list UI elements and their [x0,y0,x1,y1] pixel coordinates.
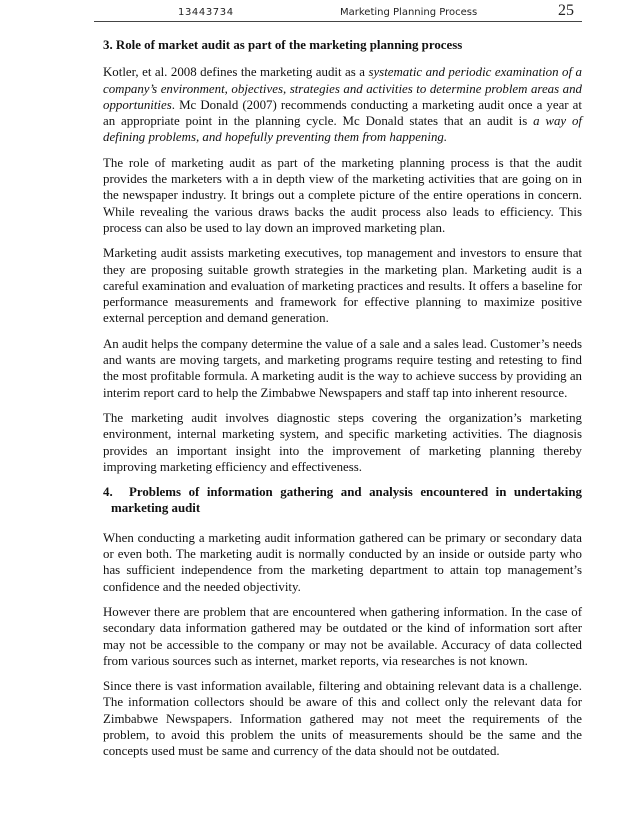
section-3-paragraph-3: Marketing audit assists marketing executives, top management and investors to ensure that they are proposing suitable growth strategies in the marketing plan. Marketing audit is a careful examination and evaluation of marketing practices and results. It offers a baseline for performance measurements and framework for effective planning to maximize positive external perception and demand generation. [103,246,582,326]
section-3-heading: 3. Role of market audit as part of the marketing planning process [103,38,463,52]
para-text: . Mc Donald (2007) recommends conducting a marketing audit once a year at an appropriate point in the planning cycle. Mc Donald states that an audit is [103,97,582,129]
section-4-heading-line-2: marketing audit [111,501,201,516]
section-4-heading-line-1: Problems of information gathering and analysis encountered in undertaking [129,485,582,500]
para-italic-text: systematic and periodic examination of a company’s environment, objectives, strategies and activities to determine problem areas and opportunities [103,65,582,112]
section-3-paragraph-4: An audit helps the company determine the value of a sale and a sales lead. Customer’s needs and wants are moving targets, and marketing programs require testing and retesting to find the most profitable formula. A marketing audit is the way to achieve success by providing an interim report card to help the Zimbabwe Newspapers and staff tap into inherent resource. [103,336,582,400]
header-doc-title: Marketing Planning Process [340,7,478,18]
page-header [94,0,582,24]
section-4-paragraph-3: Since there is vast information available, filtering and obtaining relevant data is a challenge. The information collectors should be aware of this and collect only the relevant data for Zimbabwe Newspapers. Information gathered may not meet the requirements of the problem, to avoid this problem the units of measurements should be the same and the concepts used must be same and currency of the data should not be outdated. [103,679,582,759]
header-divider [94,21,582,22]
section-4-number: 4. [103,485,113,500]
section-4-heading [103,484,582,517]
section-4-paragraph-1: When conducting a marketing audit information gathered can be primary or secondary data or even both. The marketing audit is normally conducted by an inside or outside party who has sufficient independence from the marketing department to attain top management’s confidence and the needed objectivity. [103,530,582,594]
section-3-paragraph-2: The role of marketing audit as part of the marketing planning process is that the audit provides the marketers with a in depth view of the marketing activities that are going on in the newspaper industry. It brings out a complete picture of the entire operations in concern. While revealing the various draws backs the audit process also leads to efficiency. This process can also be used to lay down an improved marketing plan. [103,155,582,235]
para-text: Kotler, et al. 2008 defines the marketing audit as a [103,65,369,80]
section-4-paragraph-2: However there are problem that are encountered when gathering information. In the case of secondary data information gathered may be outdated or the kind of information sort after may not be accessible to the company or may not be available. Accuracy of data collected from various sources such as internet, market reports, via researches is not known. [103,604,582,668]
section-3-paragraph-5: The marketing audit involves diagnostic steps covering the organization’s marketing environment, internal marketing system, and specific marketing activities. The diagnosis provides an important insight into the improvement of marketing planning thereby improving marketing efficiency and effectiveness. [103,410,582,474]
page-body [103,37,582,769]
section-3-paragraph-1 [103,64,582,145]
header-page-number: 25 [558,2,574,19]
header-doc-id: 13443734 [178,7,234,18]
para-italic-text: a way of defining problems, and hopefully preventing them from happening. [103,114,582,145]
